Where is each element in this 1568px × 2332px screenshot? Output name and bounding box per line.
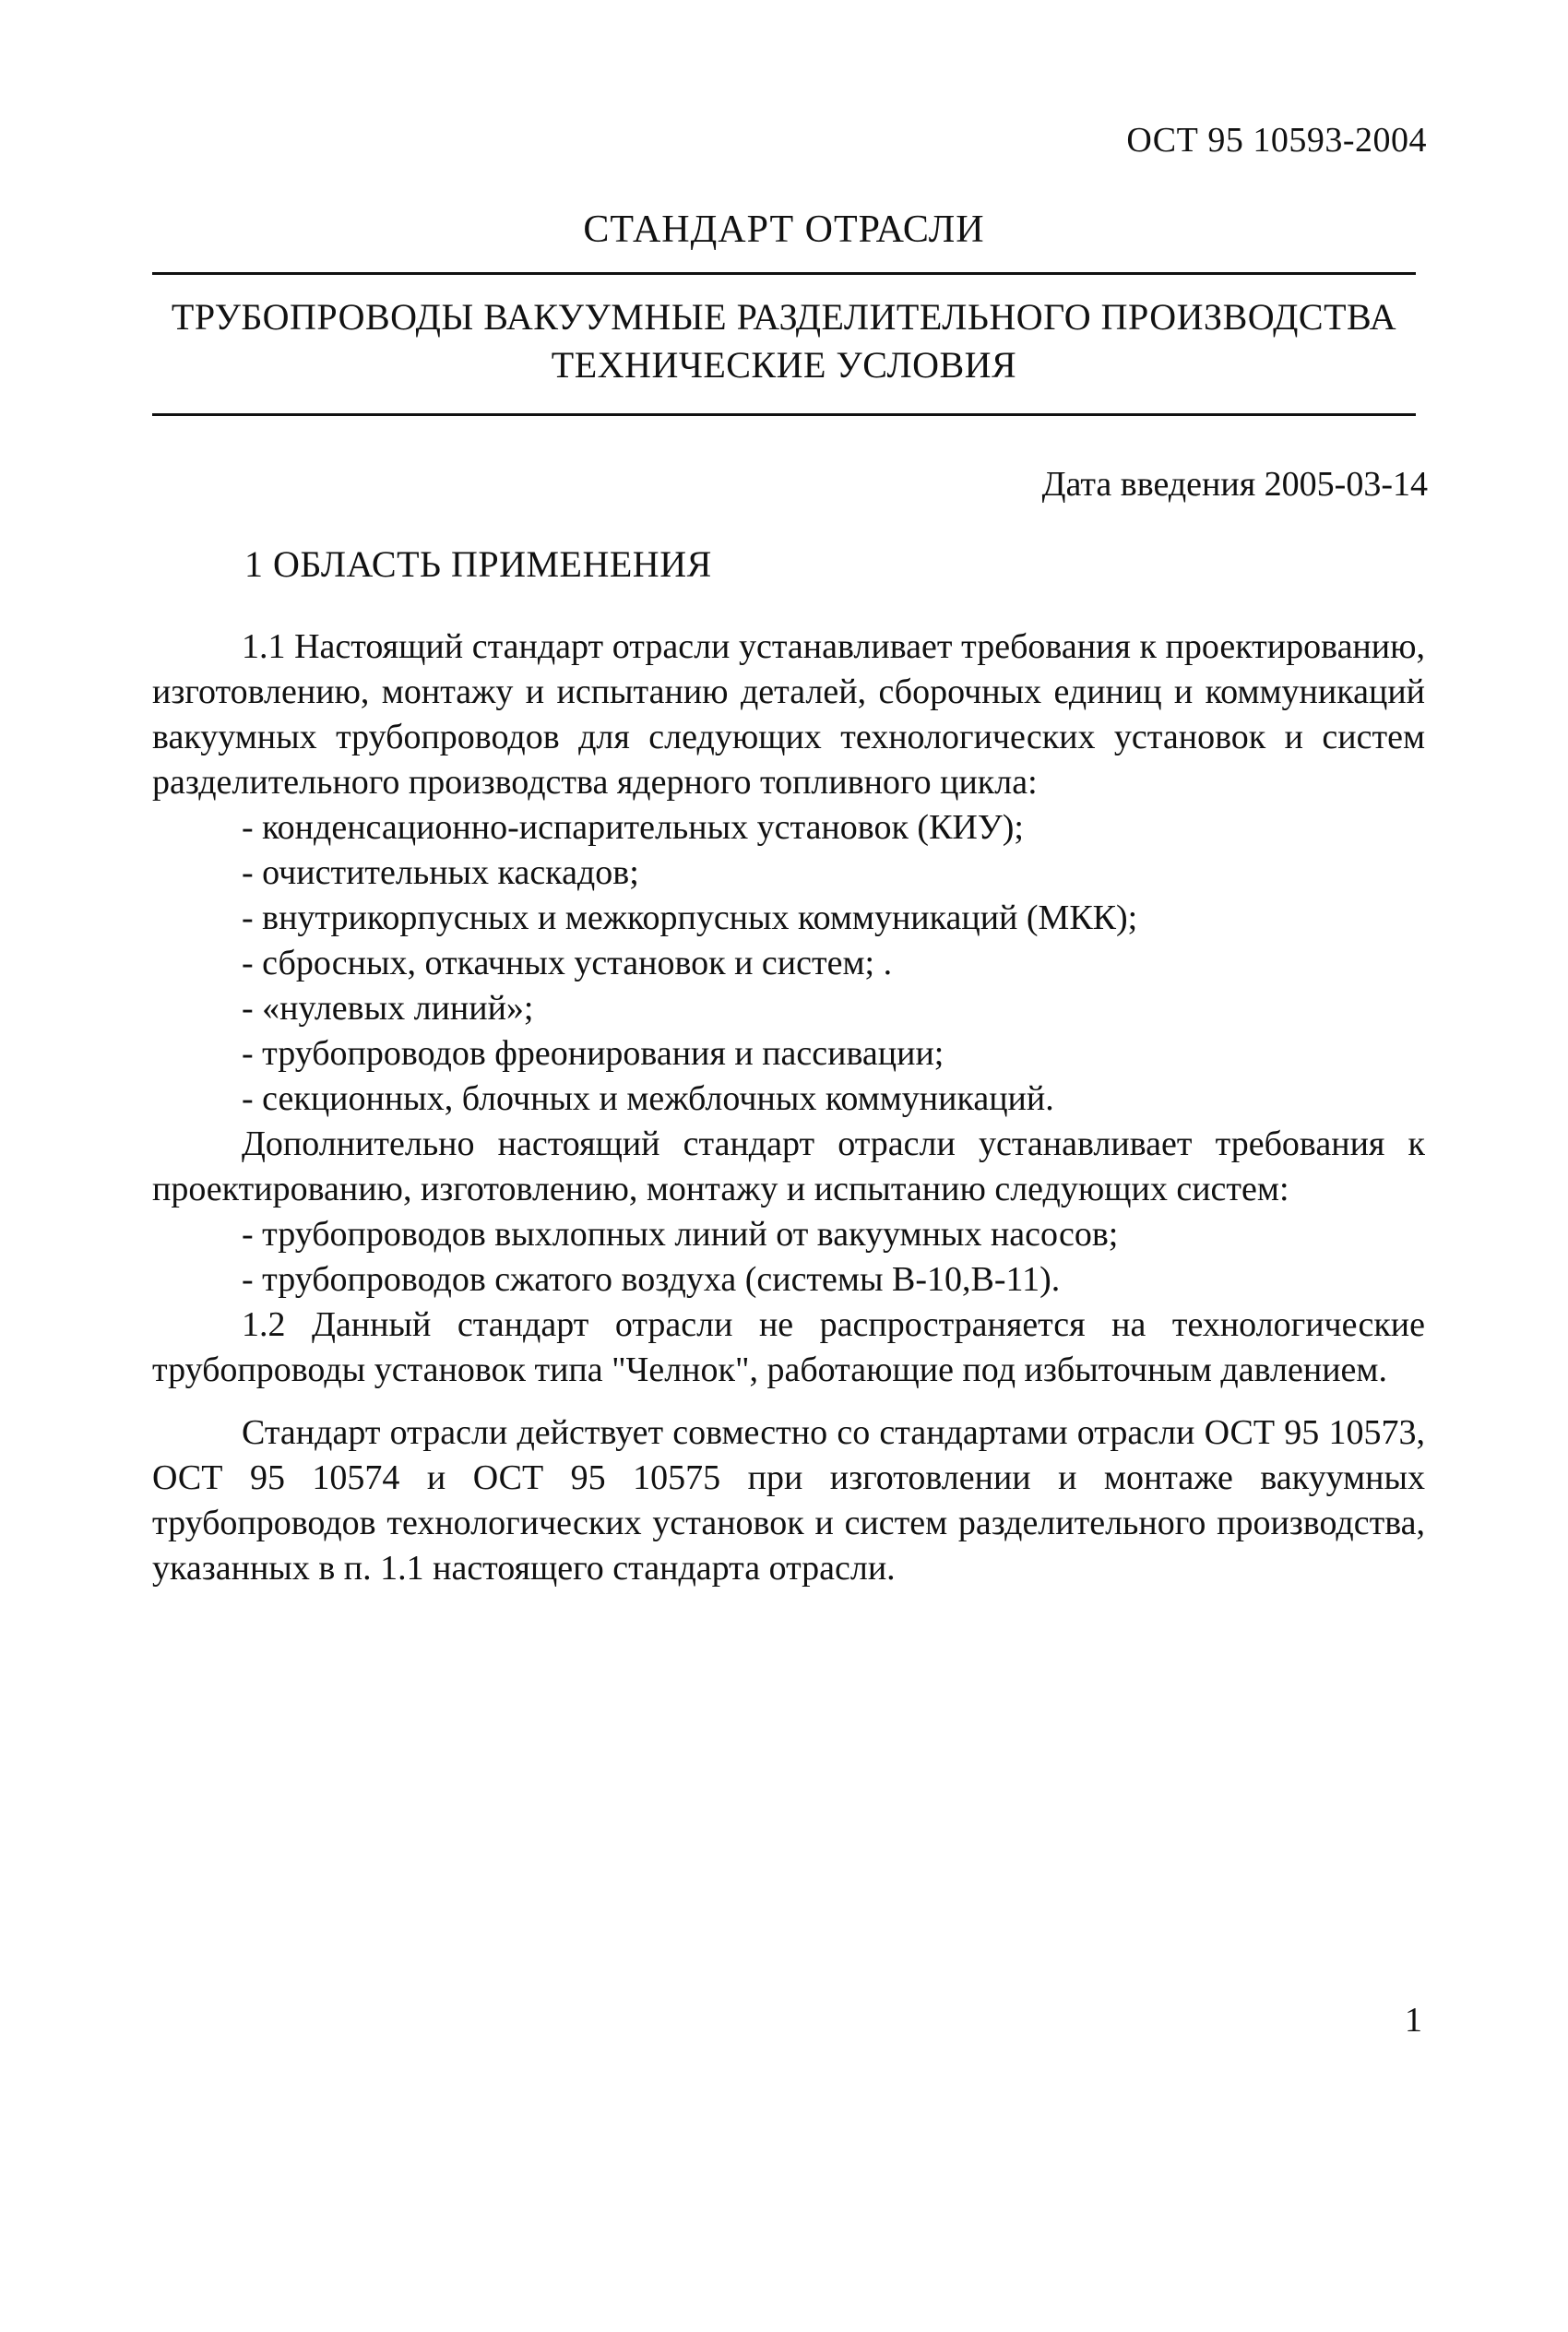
list-item: - конденсационно-испарительных установок (КИУ);: [242, 808, 1024, 847]
paragraph-additional: Дополнительно настоящий стандарт отрасли устанавливает требования к проектированию, изготовлению, монтажу и испытанию следующих систем:: [152, 1124, 1425, 1208]
header-divider-bottom: [152, 413, 1416, 416]
document-title-line-1: ТРУБОПРОВОДЫ ВАКУУМНЫЕ РАЗДЕЛИТЕЛЬНОГО ПРОИЗВОДСТВА: [171, 296, 1397, 338]
document-title-line-2: ТЕХНИЧЕСКИЕ УСЛОВИЯ: [551, 344, 1017, 386]
page-number: 1: [1405, 2001, 1422, 2040]
section-heading: 1 ОБЛАСТЬ ПРИМЕНЕНИЯ: [244, 543, 712, 585]
list-item: - очистительных каскадов;: [242, 853, 639, 892]
paragraph-1-1: 1.1 Настоящий стандарт отрасли устанавливает требования к проектированию, изготовлению, монтажу и испытанию деталей, сборочных единиц и коммуникаций вакуумных трубопроводов для следующих технологических установок и систем разделительного производства ядерного топливного цикла:: [152, 627, 1425, 802]
list-item: - сбросных, откачных установок и систем; .: [242, 944, 893, 982]
list-item: - трубопроводов фреонирования и пассивации;: [242, 1034, 944, 1073]
list-item: - секционных, блочных и межблочных коммуникаций.: [242, 1079, 1054, 1118]
introduction-date: Дата введения 2005-03-14: [1041, 465, 1428, 504]
document-title: [0, 293, 1568, 389]
list-item: - трубопроводов выхлопных линий от вакуумных насосов;: [242, 1215, 1119, 1254]
list-item: - трубопроводов сжатого воздуха (системы В-10,В-11).: [242, 1260, 1061, 1299]
section-body: [152, 625, 1425, 1591]
standard-type-title: СТАНДАРТ ОТРАСЛИ: [583, 208, 985, 251]
list-item: - внутрикорпусных и межкорпусных коммуникаций (МКК);: [242, 898, 1138, 937]
paragraph-gap: [152, 1393, 1425, 1410]
paragraph-joint-standards: Стандарт отрасли действует совместно со стандартами отрасли ОСТ 95 10573, ОСТ 95 10574 и ОСТ 95 10575 при изготовлении и монтаже вакуумных трубопроводов технологических установок и систем разделительного производства, указанных в п. 1.1 настоящего стандарта отрасли.: [152, 1413, 1425, 1588]
list-item: - «нулевых линий»;: [242, 989, 534, 1028]
document-code: ОСТ 95 10593-2004: [1126, 121, 1427, 160]
paragraph-1-2: 1.2 Данный стандарт отрасли не распространяется на технологические трубопроводы установок типа "Челнок", работающие под избыточным давлением.: [152, 1305, 1425, 1389]
header-divider-top: [152, 272, 1416, 275]
